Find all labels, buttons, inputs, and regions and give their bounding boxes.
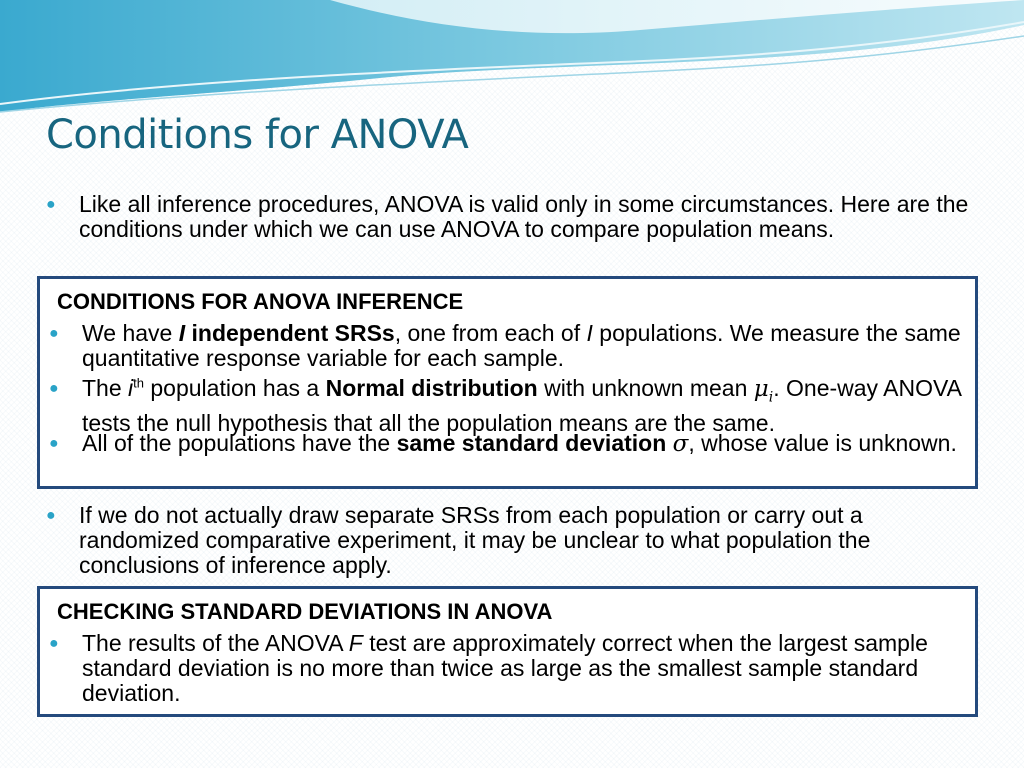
- bullet-icon: ●: [46, 196, 56, 213]
- page-title: Conditions for ANOVA: [46, 112, 469, 158]
- bold-term: Normal distribution: [325, 375, 538, 401]
- text-segment: The results of the ANOVA: [82, 630, 349, 656]
- bullet-icon: ●: [49, 435, 59, 452]
- bullet-icon: ●: [46, 507, 56, 524]
- text-segment: . One-way ANOVA tests the null hypothesis that all the population means are the same.: [82, 375, 961, 436]
- condition-item-1: [49, 321, 974, 371]
- condition-item-3: [49, 431, 974, 457]
- text-segment: test are approximately correct when the largest sample standard deviation is no more than twice as large as the smallest sample standard deviation.: [82, 630, 928, 706]
- intro-text: Like all inference procedures, ANOVA is valid only in some circumstances. Here are the conditions under which we can use ANOVA to compare population means.: [79, 191, 969, 242]
- text-segment: population has a: [144, 375, 326, 401]
- middle-text: If we do not actually draw separate SRSs from each population or carry out a randomized comparative experiment, it may be unclear to what population the conclusions of inference apply.: [79, 502, 871, 578]
- mu-symbol: μ: [753, 376, 769, 402]
- header-wave-decoration: [0, 0, 1024, 120]
- bullet-icon: ●: [49, 635, 59, 652]
- italic-var: F: [348, 630, 363, 656]
- subscript: i: [768, 389, 774, 406]
- checking-sd-box: [37, 586, 978, 717]
- checking-sd-heading: CHECKING STANDARD DEVIATIONS IN ANOVA: [57, 599, 553, 624]
- sigma-symbol: σ: [672, 431, 689, 457]
- text-segment: , whose value is unknown.: [688, 430, 957, 456]
- superscript: th: [133, 375, 144, 391]
- text-segment: All of the populations have the: [82, 430, 397, 456]
- conditions-heading: CONDITIONS FOR ANOVA INFERENCE: [57, 289, 464, 314]
- italic-var: i: [128, 375, 134, 401]
- checking-sd-item: [49, 631, 974, 706]
- italic-var: I: [586, 320, 593, 346]
- italic-var: I: [178, 320, 186, 346]
- bullet-icon: ●: [49, 325, 59, 342]
- intro-paragraph: [46, 192, 986, 242]
- condition-item-2: [49, 376, 974, 436]
- text-segment: The: [82, 375, 129, 401]
- conditions-box: [37, 276, 978, 489]
- bold-term: same standard deviation: [396, 430, 667, 456]
- text-segment: with unknown mean: [537, 375, 754, 401]
- bold-term: independent SRSs: [185, 320, 395, 346]
- text-segment: We have: [82, 320, 179, 346]
- bullet-icon: ●: [49, 380, 59, 397]
- text-segment: populations. We measure the same quantitative response variable for each sample.: [82, 320, 961, 371]
- middle-paragraph: [46, 503, 986, 578]
- text-segment: , one from each of: [394, 320, 587, 346]
